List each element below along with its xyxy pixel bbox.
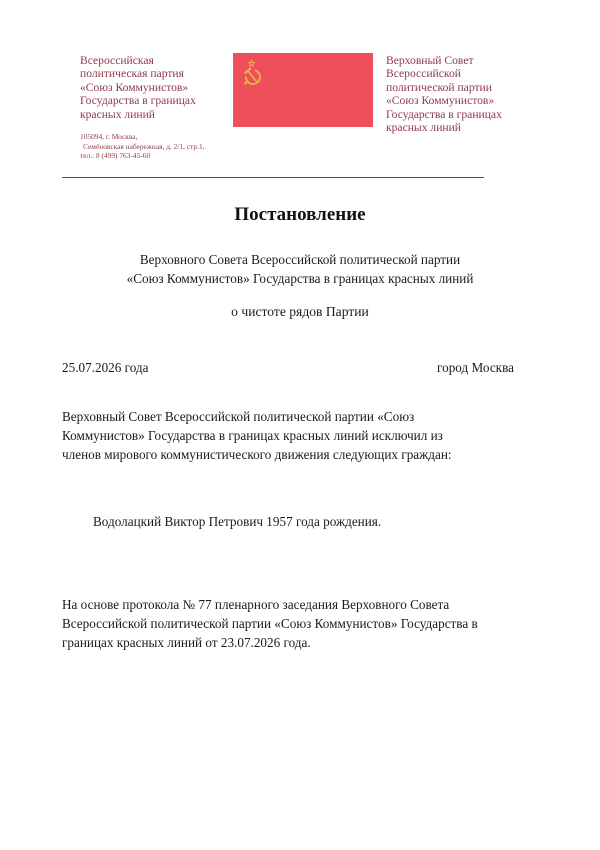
body-paragraph-decision	[62, 408, 532, 464]
paragraph-line: членов мирового коммунистического движения следующих граждан:	[62, 446, 452, 462]
paragraph-line: границах красных линий от 23.07.2026 года.	[62, 634, 311, 650]
document-title: Постановление	[234, 204, 366, 225]
letterhead-right-line: Верховный Совет	[386, 54, 474, 67]
letterhead-right-organization	[386, 54, 536, 134]
ussr-flag-icon	[233, 53, 373, 127]
letterhead-left-line: политическая партия	[80, 67, 184, 81]
letterhead-left-organization	[80, 54, 230, 121]
document-subtitle	[0, 251, 600, 288]
letterhead-left-line: Всероссийская	[80, 54, 154, 67]
document-date: 25.07.2026 года	[62, 360, 149, 375]
star-icon	[248, 60, 254, 66]
document-subject: о чистоте рядов Партии	[231, 304, 369, 319]
letterhead-address	[80, 132, 240, 161]
letterhead-left-line: красных линий	[80, 107, 156, 121]
letterhead-right-line: красных линий	[386, 121, 462, 135]
address-line: 105094, г. Москва,	[80, 132, 138, 141]
subtitle-line: «Союз Коммунистов» Государства в границах красных линий	[126, 270, 474, 286]
letterhead-right-line: «Союз Коммунистов»	[386, 94, 495, 108]
paragraph-line: На основе протокола № 77 пленарного заседания Верховного Совета	[62, 597, 450, 612]
letterhead-left-line: Государства в границах	[80, 94, 196, 108]
letterhead-right-line: Государства в границах	[386, 107, 502, 121]
paragraph-line: Верховный Совет Всероссийской политической партии «Союз	[62, 409, 415, 424]
excluded-person: Водолацкий Виктор Петрович 1957 года рождения.	[93, 514, 382, 529]
letterhead-left-line: «Союз Коммунистов»	[80, 80, 189, 94]
address-line: тел.: 8 (499) 763-45-60	[80, 151, 151, 161]
subtitle-line: Верховного Совета Всероссийской политической партии	[139, 252, 461, 267]
letterhead-right-line: политической партии	[386, 80, 492, 94]
letterhead-divider	[62, 177, 484, 178]
address-line: Семёновская набережная, д. 2/1, стр.1,	[83, 141, 205, 151]
hammer-sickle-star-emblem	[233, 53, 373, 127]
document-city: город Москва	[437, 360, 514, 375]
paragraph-line: Коммунистов» Государства в границах красных линий исключил из	[62, 427, 443, 443]
letterhead-right-line: Всероссийской	[386, 67, 461, 81]
body-paragraph-basis	[62, 596, 532, 652]
paragraph-line: Всероссийской политической партии «Союз Коммунистов» Государства в	[62, 615, 478, 631]
hammer-sickle-icon	[245, 69, 260, 84]
